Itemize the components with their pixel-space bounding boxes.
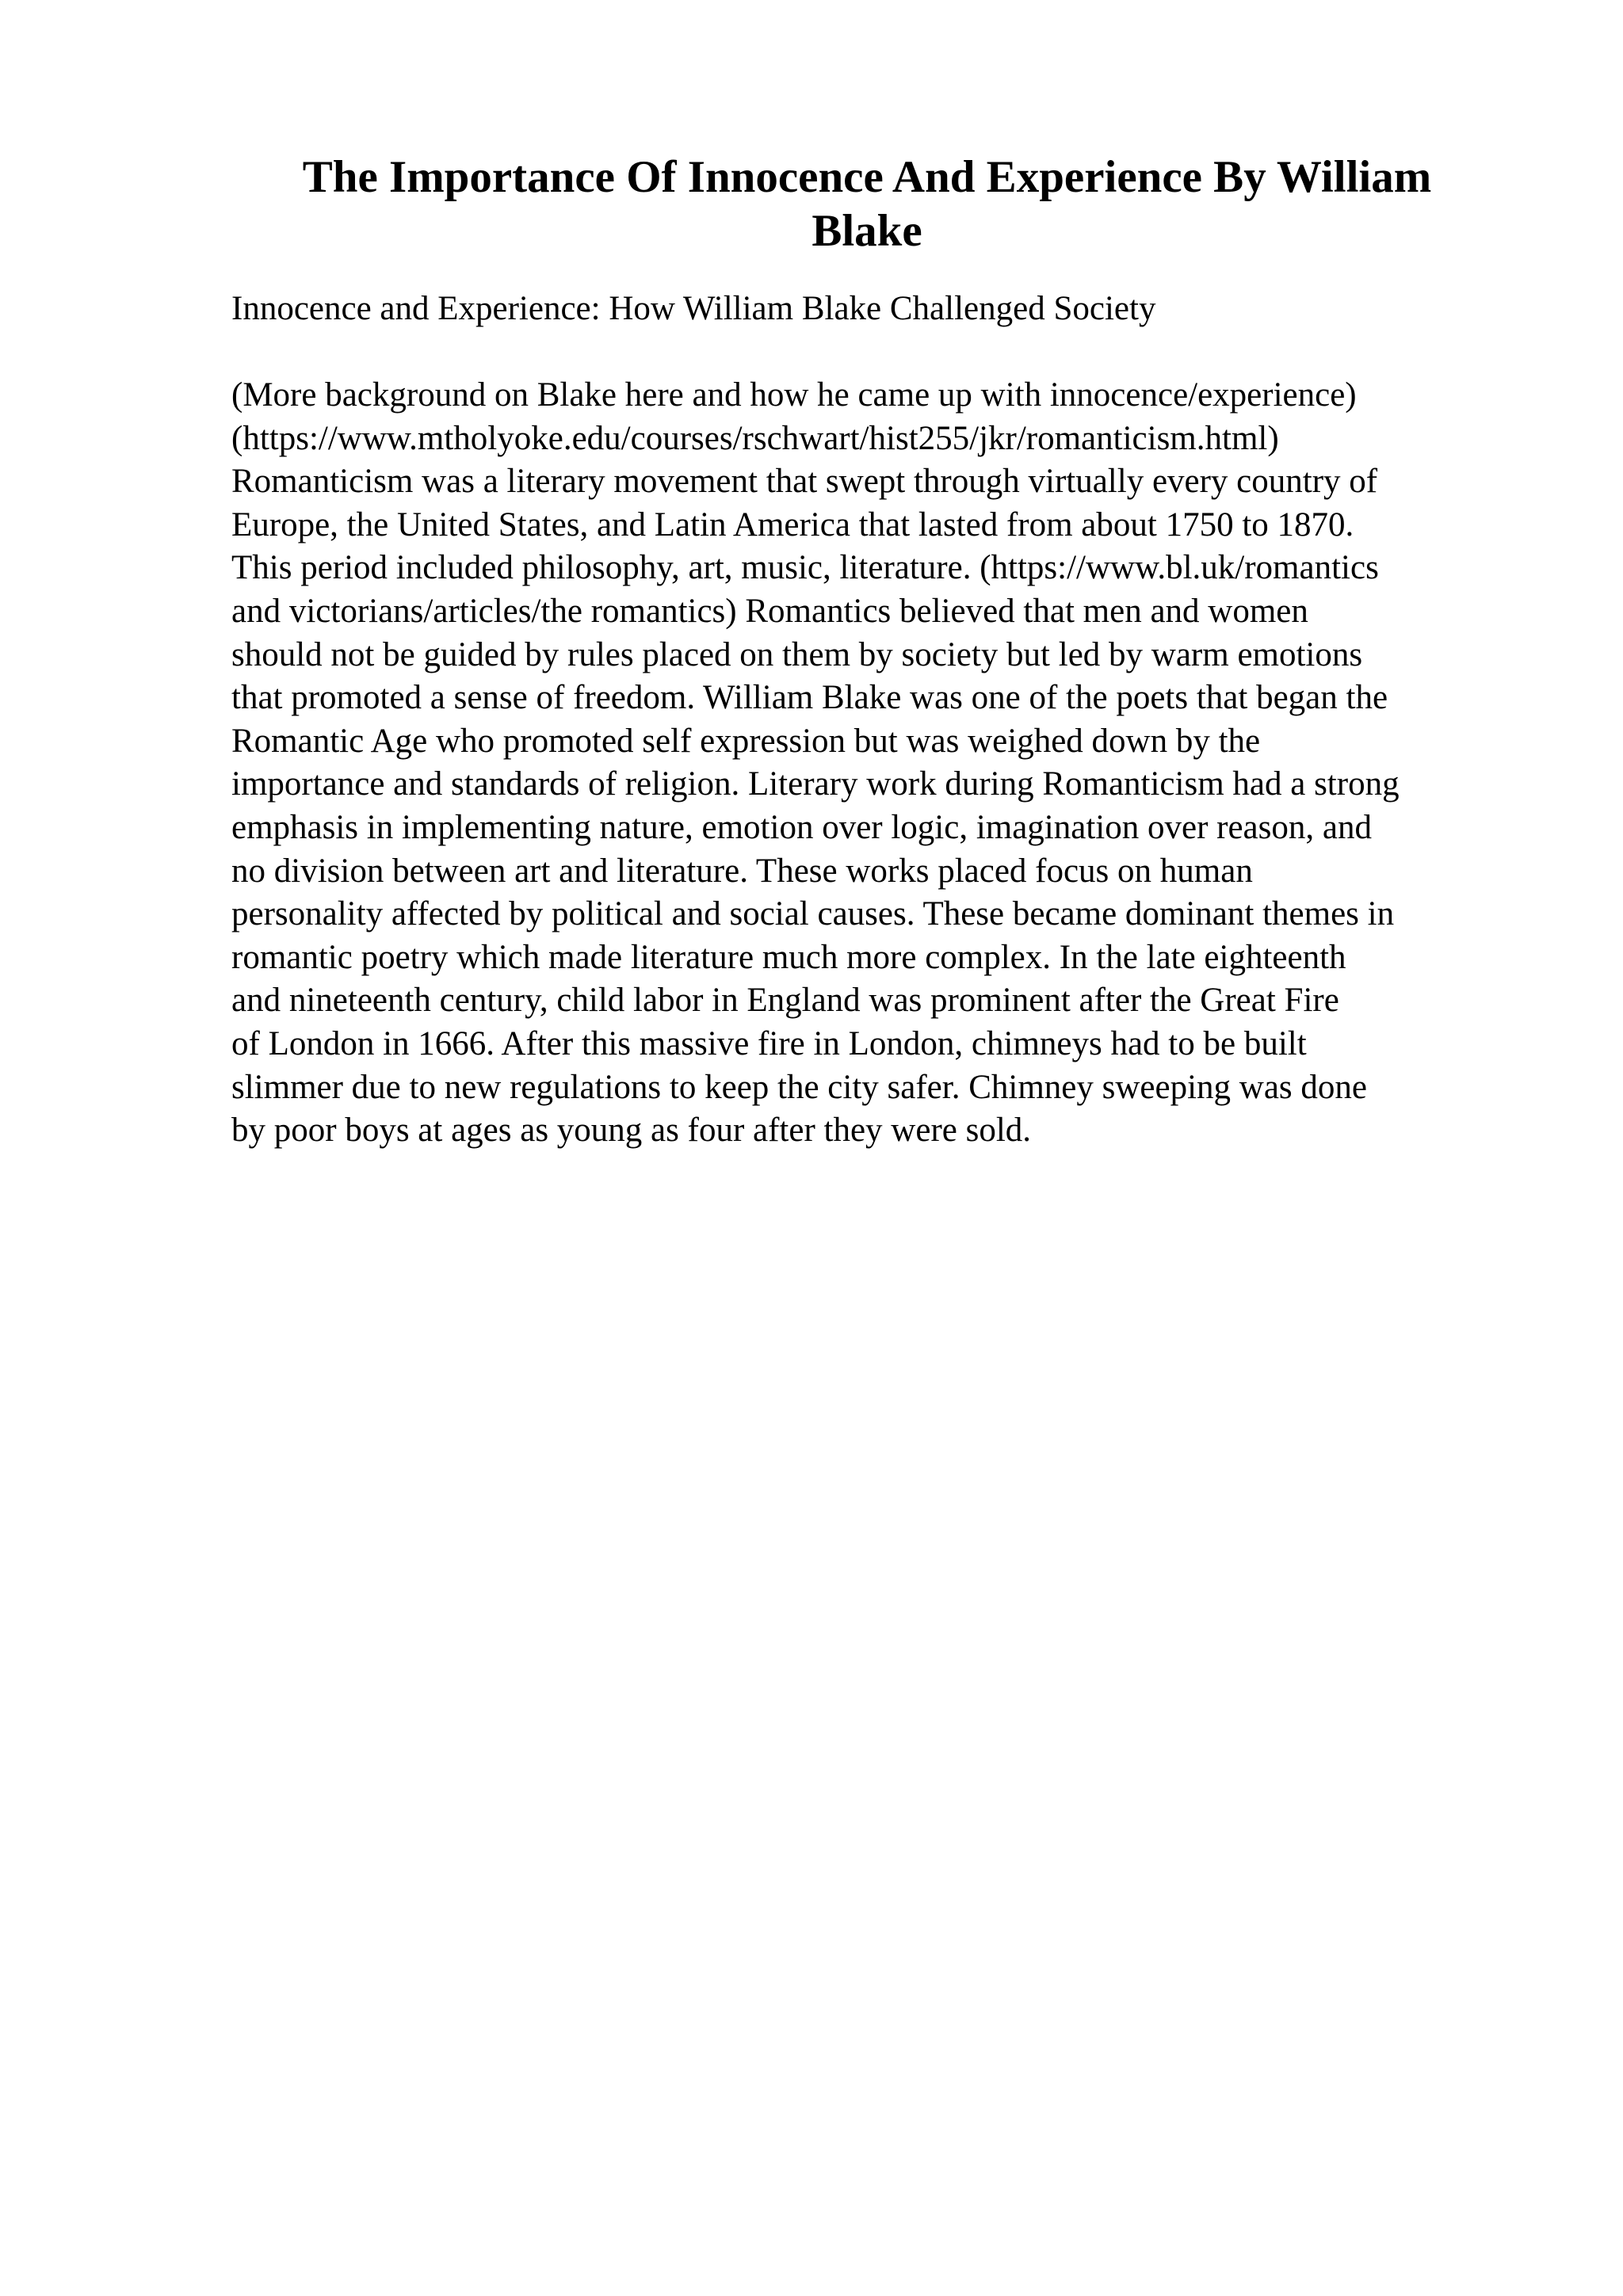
body-line: and nineteenth century, child labor in England was prominent after the Great Fire: [231, 982, 1339, 1020]
document-content: [231, 151, 1503, 1153]
title-line: Blake: [812, 206, 922, 256]
body-line: that promoted a sense of freedom. William Blake was one of the poets that began the: [231, 679, 1388, 717]
body-line: Europe, the United States, and Latin America that lasted from about 1750 to 1870.: [231, 505, 1354, 543]
body-line: slimmer due to new regulations to keep the city safer. Chimney sweeping was done: [231, 1068, 1367, 1106]
body-line: personality affected by political and social causes. These became dominant themes in: [231, 895, 1395, 933]
document-title: [231, 151, 1503, 258]
body-line: Romantic Age who promoted self expression but was weighed down by the: [231, 722, 1261, 760]
body-line: by poor boys at ages as young as four after they were sold.: [231, 1112, 1032, 1150]
body-line: importance and standards of religion. Literary work during Romanticism had a strong: [231, 765, 1400, 803]
body-line: (More background on Blake here and how he came up with innocence/experience): [231, 376, 1357, 414]
body-line: no division between art and literature. These works placed focus on human: [231, 852, 1253, 890]
body-line: Romanticism was a literary movement that swept through virtually every country of: [231, 463, 1378, 501]
body-paragraph: [231, 374, 1503, 1153]
body-line: of London in 1666. After this massive fire in London, chimneys had to be built: [231, 1024, 1307, 1062]
document-subtitle: Innocence and Experience: How William Blake Challenged Society: [231, 290, 1156, 327]
body-line: emphasis in implementing nature, emotion over logic, imagination over reason, and: [231, 808, 1372, 846]
body-line: should not be guided by rules placed on them by society but led by warm emotions: [231, 635, 1363, 673]
body-line: and victorians/articles/the romantics) Romantics believed that men and women: [231, 592, 1308, 630]
body-line: romantic poetry which made literature much more complex. In the late eighteenth: [231, 938, 1346, 976]
title-line: The Importance Of Innocence And Experience By William: [302, 152, 1432, 202]
body-line: This period included philosophy, art, music, literature. (https://www.bl.uk/romantics: [231, 549, 1379, 587]
body-line: (https://www.mtholyoke.edu/courses/rschwart/hist255/jkr/romanticism.html): [231, 419, 1279, 457]
